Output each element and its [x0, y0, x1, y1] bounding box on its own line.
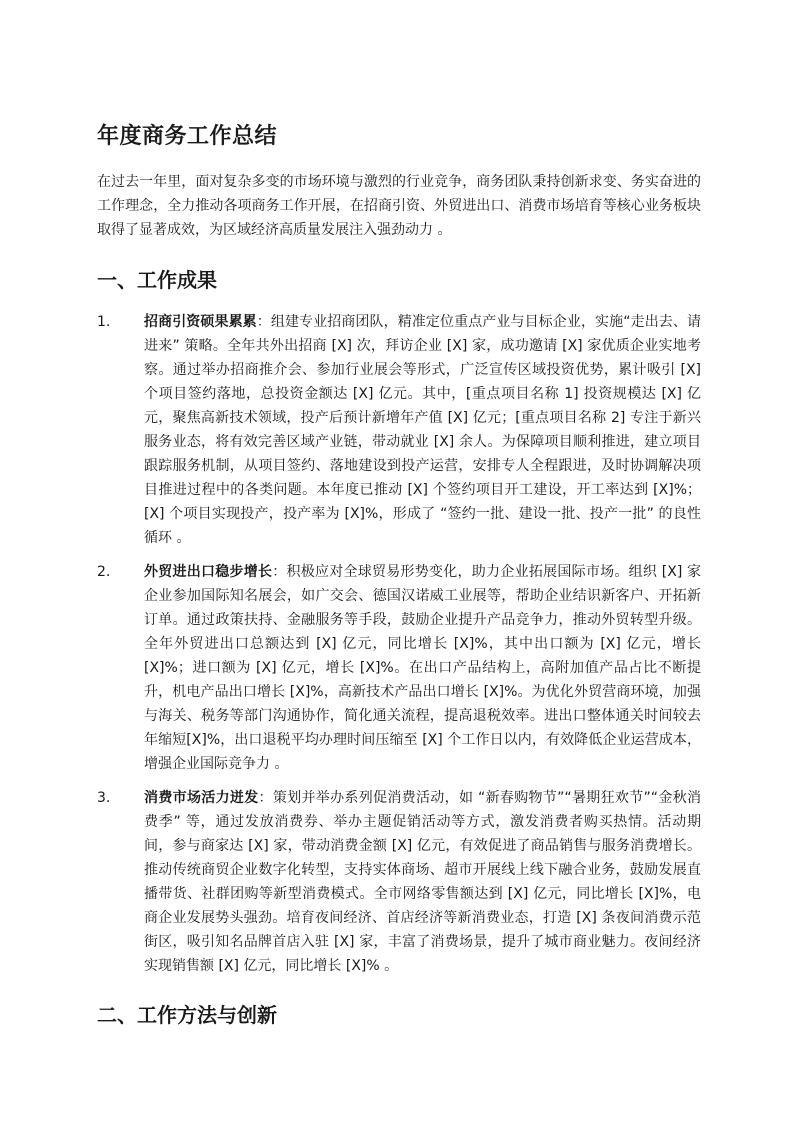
- section-heading-achievements: 一、工作成果: [97, 268, 217, 292]
- document-title: 年度商务工作总结: [97, 124, 278, 149]
- list-item-number: 1.: [97, 314, 111, 330]
- list-item: [97, 560, 701, 776]
- list-item-lead: 招商引资硕果累累: [144, 314, 257, 330]
- list-item-number: 3.: [97, 790, 111, 806]
- list-item-text: ：组建专业招商团队，精准定位重点产业与目标企业，实施“走出去、请进来” 策略。全年共外出招商 [X] 次，拜访企业 [X] 家，成功邀请 [X] 家优质企业实地考察。通过举办招商推介会、参加行业展会等形式，广泛宣传区域投资优势，累计吸引 [X] 个项目签约落地，总投资金额达 [X] 亿元。其中，[重点项目名称 1] 投资规模达 [X] 亿元，聚焦高新技术领域，投产后预计新增年产值 [X] 亿元；[重点项目名称 2] 专注于新兴服务业态，将有效完善区域产业链，带动就业 [X] 余人。为保障项目顺利推进，建立项目跟踪服务机制，从项目签约、落地建设到投产运营，安排专人全程跟进，及时协调解决项目推进过程中的各类问题。本年度已推动 [X] 个签约项目开工建设，开工率达到 [X]%；[X] 个项目实现投产，投产率为 [X]%，形成了 “签约一批、建设一批、投产一批” 的良性循环 。: [144, 314, 701, 546]
- section-heading-methods: 二、工作方法与创新: [97, 1003, 277, 1027]
- intro-paragraph: 在过去一年里，面对复杂多变的市场环境与激烈的行业竞争，商务团队秉持创新求变、务实奋进的工作理念，全力推动各项商务工作开展，在招商引资、外贸进出口、消费市场培育等核心业务板块取得了显著成效，为区域经济高质量发展注入强劲动力 。: [97, 174, 701, 238]
- achievements-list: [97, 310, 701, 978]
- document-page: [97, 122, 701, 1045]
- list-item: [97, 786, 701, 978]
- list-item-number: 2.: [97, 564, 111, 580]
- list-item-text: ：策划并举办系列促消费活动，如 “新春购物节”“暑期狂欢节”“金秋消费季” 等，通过发放消费券、举办主题促销活动等方式，激发消费者购买热情。活动期间，参与商家达 [X] 家，带动消费金额 [X] 亿元，有效促进了商品销售与服务消费增长。推动传统商贸企业数字化转型，支持实体商场、超市开展线上线下融合业务，鼓励发展直播带货、社群团购等新型消费模式。全市网络零售额达到 [X] 亿元，同比增长 [X]%，电商企业发展势头强劲。培育夜间经济、首店经济等新消费业态，打造 [X] 条夜间消费示范街区，吸引知名品牌首店入驻 [X] 家，丰富了消费场景，提升了城市商业魅力。夜间经济实现销售额 [X] 亿元，同比增长 [X]% 。: [144, 790, 702, 974]
- list-item: [97, 310, 701, 550]
- list-item-lead: 消费市场活力迸发: [144, 790, 259, 806]
- list-item-text: ：积极应对全球贸易形势变化，助力企业拓展国际市场。组织 [X] 家企业参加国际知名展会，如广交会、德国汉诺威工业展等，帮助企业结识新客户、开拓新订单。通过政策扶持、金融服务等手段，鼓励企业提升产品竞争力，推动外贸转型升级。全年外贸进出口总额达到 [X] 亿元，同比增长 [X]%，其中出口额为 [X] 亿元，增长 [X]%；进口额为 [X] 亿元，增长 [X]%。在出口产品结构上，高附加值产品占比不断提升，机电产品出口增长 [X]%，高新技术产品出口增长 [X]%。为优化外贸营商环境，加强与海关、税务等部门沟通协作，简化通关流程，提高退税效率。进出口整体通关时间较去年缩短[X]%，出口退税平均办理时间压缩至 [X] 个工作日以内，有效降低企业运营成本，增强企业国际竞争力 。: [144, 564, 702, 772]
- list-item-lead: 外贸进出口稳步增长: [144, 564, 273, 580]
